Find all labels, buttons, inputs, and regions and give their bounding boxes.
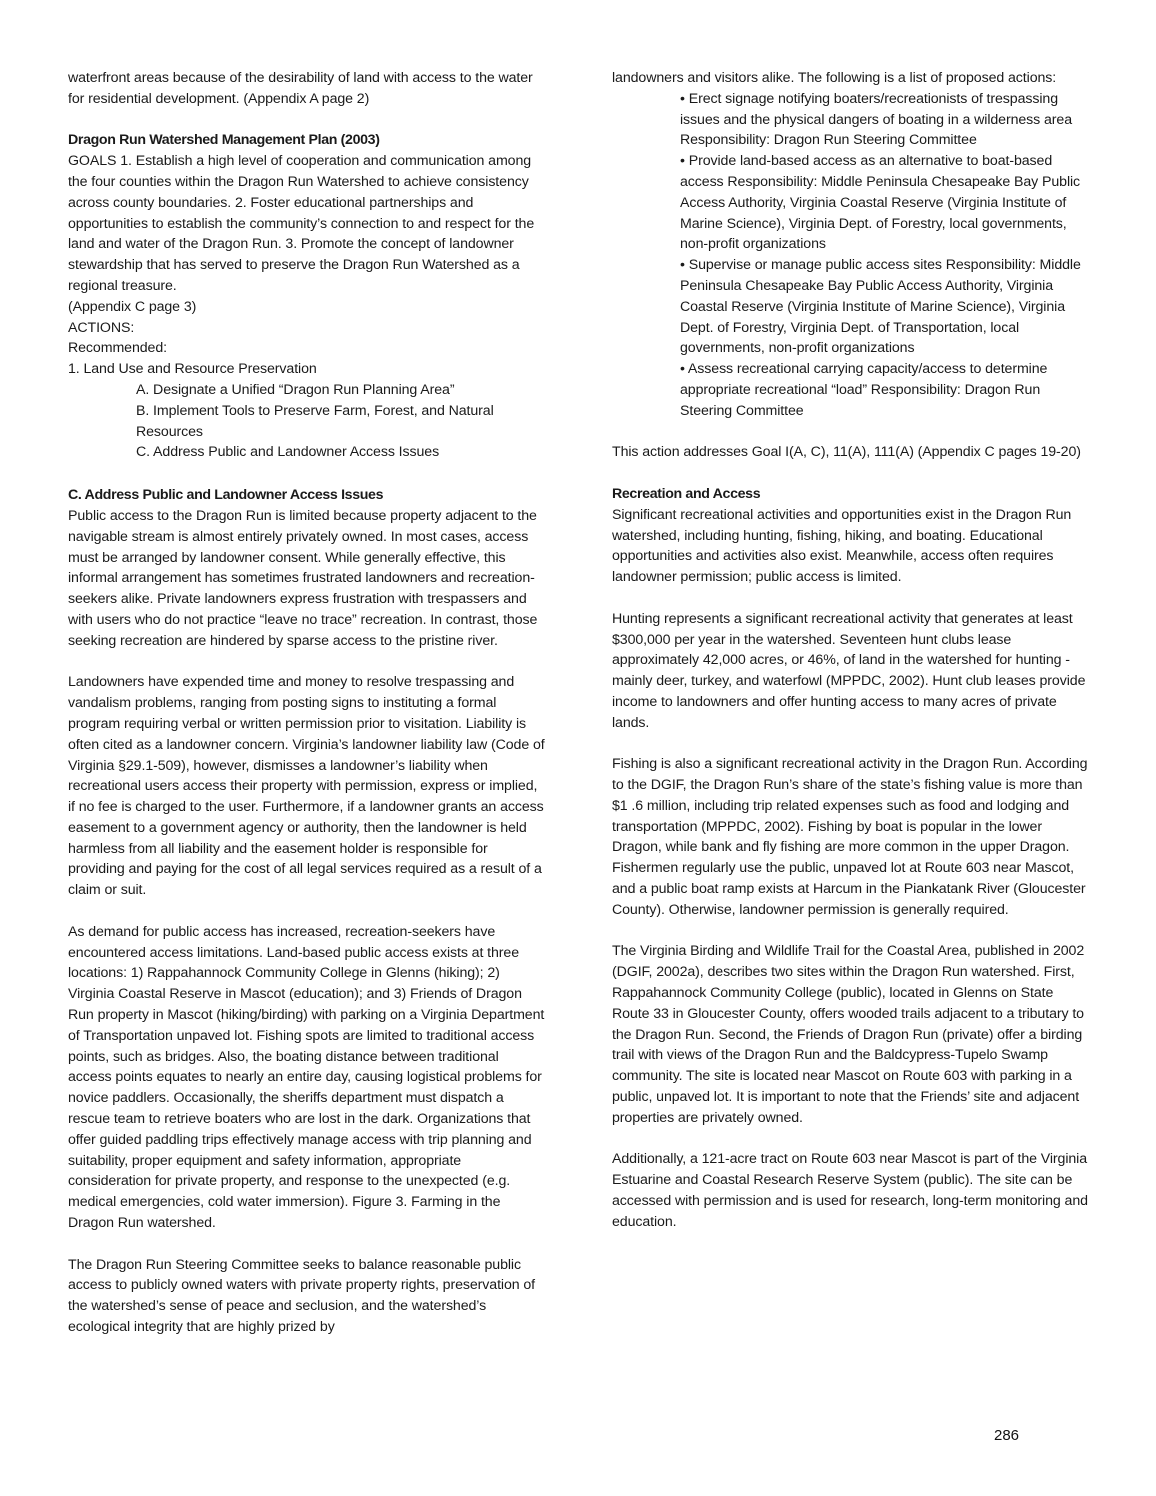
left-column xyxy=(68,68,546,1338)
sub-list-item: A. Designate a Unified “Dragon Run Planning Area” xyxy=(136,381,455,398)
action-bullet: • Provide land-based access as an alternative to boat-based access Responsibility: Middle Peninsula Chesapeake Bay Public Access Authority, Virginia Coastal Reserve (Virginia Institute of Marine Science), Virginia Dept. of Forestry, local governments, non-profit organizations xyxy=(680,153,1081,253)
body-paragraph: The Virginia Birding and Wildlife Trail for the Coastal Area, published in 2002 (DGIF, 2002a), describes two sites within the Dragon Run watershed. First, Rappahannock Community College (public), located in Glenns on State Route 33 in Gloucester County, offers wooded trails adjacent to a tributary to the Dragon Run. Second, the Friends of Dragon Run (private) offer a birding trail with views of the Dragon Run and the Baldcypress-Tupelo Swamp community. The site is located near Mascot on Route 603 with parking in a public, unpaved lot. It is important to note that the Friends’ site and adjacent properties are privately owned. xyxy=(612,943,1085,1126)
sub-list-item: C. Address Public and Landowner Access Issues xyxy=(136,444,440,461)
action-bullet: • Erect signage notifying boaters/recreationists of trespassing issues and the physical dangers of boating in a wilderness area Responsibility: Dragon Run Steering Committee xyxy=(680,90,1072,149)
action-bullet: • Assess recreational carrying capacity/access to determine appropriate recreational “load” Responsibility: Dragon Run Steering Committee xyxy=(680,361,1048,419)
goals-paragraph: GOALS 1. Establish a high level of cooperation and communication among the four counties within the Dragon Run Watershed to achieve consistency across county boundaries. 2. Foster educational partnerships and opportunities to establish the community’s connection to and respect for the land and water of the Dragon Run. 3. Promote the concept of landowner stewardship that has served to preserve the Dragon Run Watershed as a regional treasure. xyxy=(68,153,535,294)
recommended-label: Recommended: xyxy=(68,340,167,357)
body-paragraph: As demand for public access has increased, recreation-seekers have encountered access limitations. Land-based public access exists at three locations: 1) Rappahannock Community College in Glenns (hiking); 2) Virginia Coastal Reserve in Mascot (education); and 3) Friends of Dragon Run property in Mascot (hiking/birding) with parking on a Virginia Department of Transportation unpaved lot. Fishing spots are limited to traditional access points, such as bridges. Also, the boating distance between traditional access points equates to nearly an entire day, causing logistical problems for novice paddlers. Occasionally, the sheriffs department must dispatch a rescue team to retrieve boaters who are lost in the dark. Organizations that offer guided paddling trips effectively manage access with trip planning and suitability, proper equipment and safety information, appropriate consideration for private property, and response to the unexpected (e.g. medical emergencies, cold water immersion). Figure 3. Farming in the Dragon Run watershed. xyxy=(68,923,545,1232)
recreation-heading: Recreation and Access xyxy=(612,485,761,502)
action-bullet: • Supervise or manage public access sites Responsibility: Middle Peninsula Chesapeake Bay Public Access Authority, Virginia Coastal Reserve (Virginia Institute of Marine Science), Virginia Dept. of Forestry, Virginia Dept. of Transportation, local governments, non-profit organizations xyxy=(680,257,1081,357)
body-paragraph: Hunting represents a significant recreational activity that generates at least $300,000 per year in the watershed. Seventeen hunt clubs lease approximately 42,000 acres, or 46%, of land in the watershed for hunting -mainly deer, turkey, and waterfowl (MPPDC, 2002). Hunt club leases provide income to landowners and offer hunting access to many acres of private lands. xyxy=(612,610,1086,731)
body-paragraph: Public access to the Dragon Run is limited because property adjacent to the navigable stream is almost entirely privately owned. In most cases, access must be arranged by landowner consent. While generally effective, this informal arrangement has sometimes frustrated landowners and recreation-seekers alike. Private landowners express frustration with trespassers and with users who do not practice “leave no trace” recreation. In contrast, those seeking recreation are hindered by sparse access to the pristine river. xyxy=(68,507,538,649)
body-paragraph: Fishing is also a significant recreational activity in the Dragon Run. According to the DGIF, the Dragon Run’s share of the state’s fishing value is more than $1 .6 million, including trip related expenses such as food and lodging and transportation (MPPDC, 2002). Fishing by boat is popular in the lower Dragon, while bank and fly fishing are more common in the upper Dragon. Fishermen regularly use the public, unpaved lot at Route 603 near Mascot, and a public boat ramp exists at Harcum in the Piankatank River (Gloucester County). Otherwise, landowner permission is generally required. xyxy=(612,756,1088,918)
body-paragraph: The Dragon Run Steering Committee seeks to balance reasonable public access to publicly owned waters with private property rights, preservation of the watershed’s sense of peace and seclusion, and the watershed’s ecological integrity that are highly prized by xyxy=(68,1256,536,1336)
right-column xyxy=(612,68,1090,1233)
intro-paragraph: landowners and visitors alike. The following is a list of proposed actions: xyxy=(612,70,1057,86)
goals-reference: (Appendix C page 3) xyxy=(68,298,197,315)
body-paragraph: Landowners have expended time and money to resolve trespassing and vandalism problems, ranging from posting signs to instituting a formal program requiring verbal or written permission prior to visitation. Liability is often cited as a landowner concern. Virginia’s landowner liability law (Code of Virginia §29.1-509), however, dismisses a landowner’s liability when recreational users access their property with permission, express or implied, if no fee is charged to the user. Furthermore, if a landowner grants an access easement to a government agency or authority, then the landowner is held harmless from all liability and the easement holder is responsible for providing and paying for the cost of all legal services required as a result of a claim or suit. xyxy=(68,674,545,899)
section-c-heading: C. Address Public and Landowner Access Issues xyxy=(68,487,384,504)
body-paragraph: Additionally, a 121-acre tract on Route 603 near Mascot is part of the Virginia Estuarine and Coastal Research Reserve System (public). The site can be accessed with permission and is used for research, long-term monitoring and education. xyxy=(612,1151,1088,1230)
actions-label: ACTIONS: xyxy=(68,319,135,336)
body-paragraph: Significant recreational activities and opportunities exist in the Dragon Run watershed, including hunting, fishing, hiking, and boating. Educational opportunities and activities also exist. Meanwhile, access often requires landowner permission; public access is limited. xyxy=(612,506,1072,586)
plan-heading: Dragon Run Watershed Management Plan (2003) xyxy=(68,132,380,149)
page-number: 286 xyxy=(994,1427,1020,1444)
sub-list-item: B. Implement Tools to Preserve Farm, Forest, and Natural Resources xyxy=(136,402,494,440)
intro-paragraph: waterfront areas because of the desirability of land with access to the water for residential development. (Appendix A page 2) xyxy=(68,70,533,107)
goal-reference: This action addresses Goal I(A, C), 11(A), 111(A) (Appendix C pages 19-20) xyxy=(612,444,1081,461)
list-item: 1. Land Use and Resource Preservation xyxy=(68,361,317,378)
